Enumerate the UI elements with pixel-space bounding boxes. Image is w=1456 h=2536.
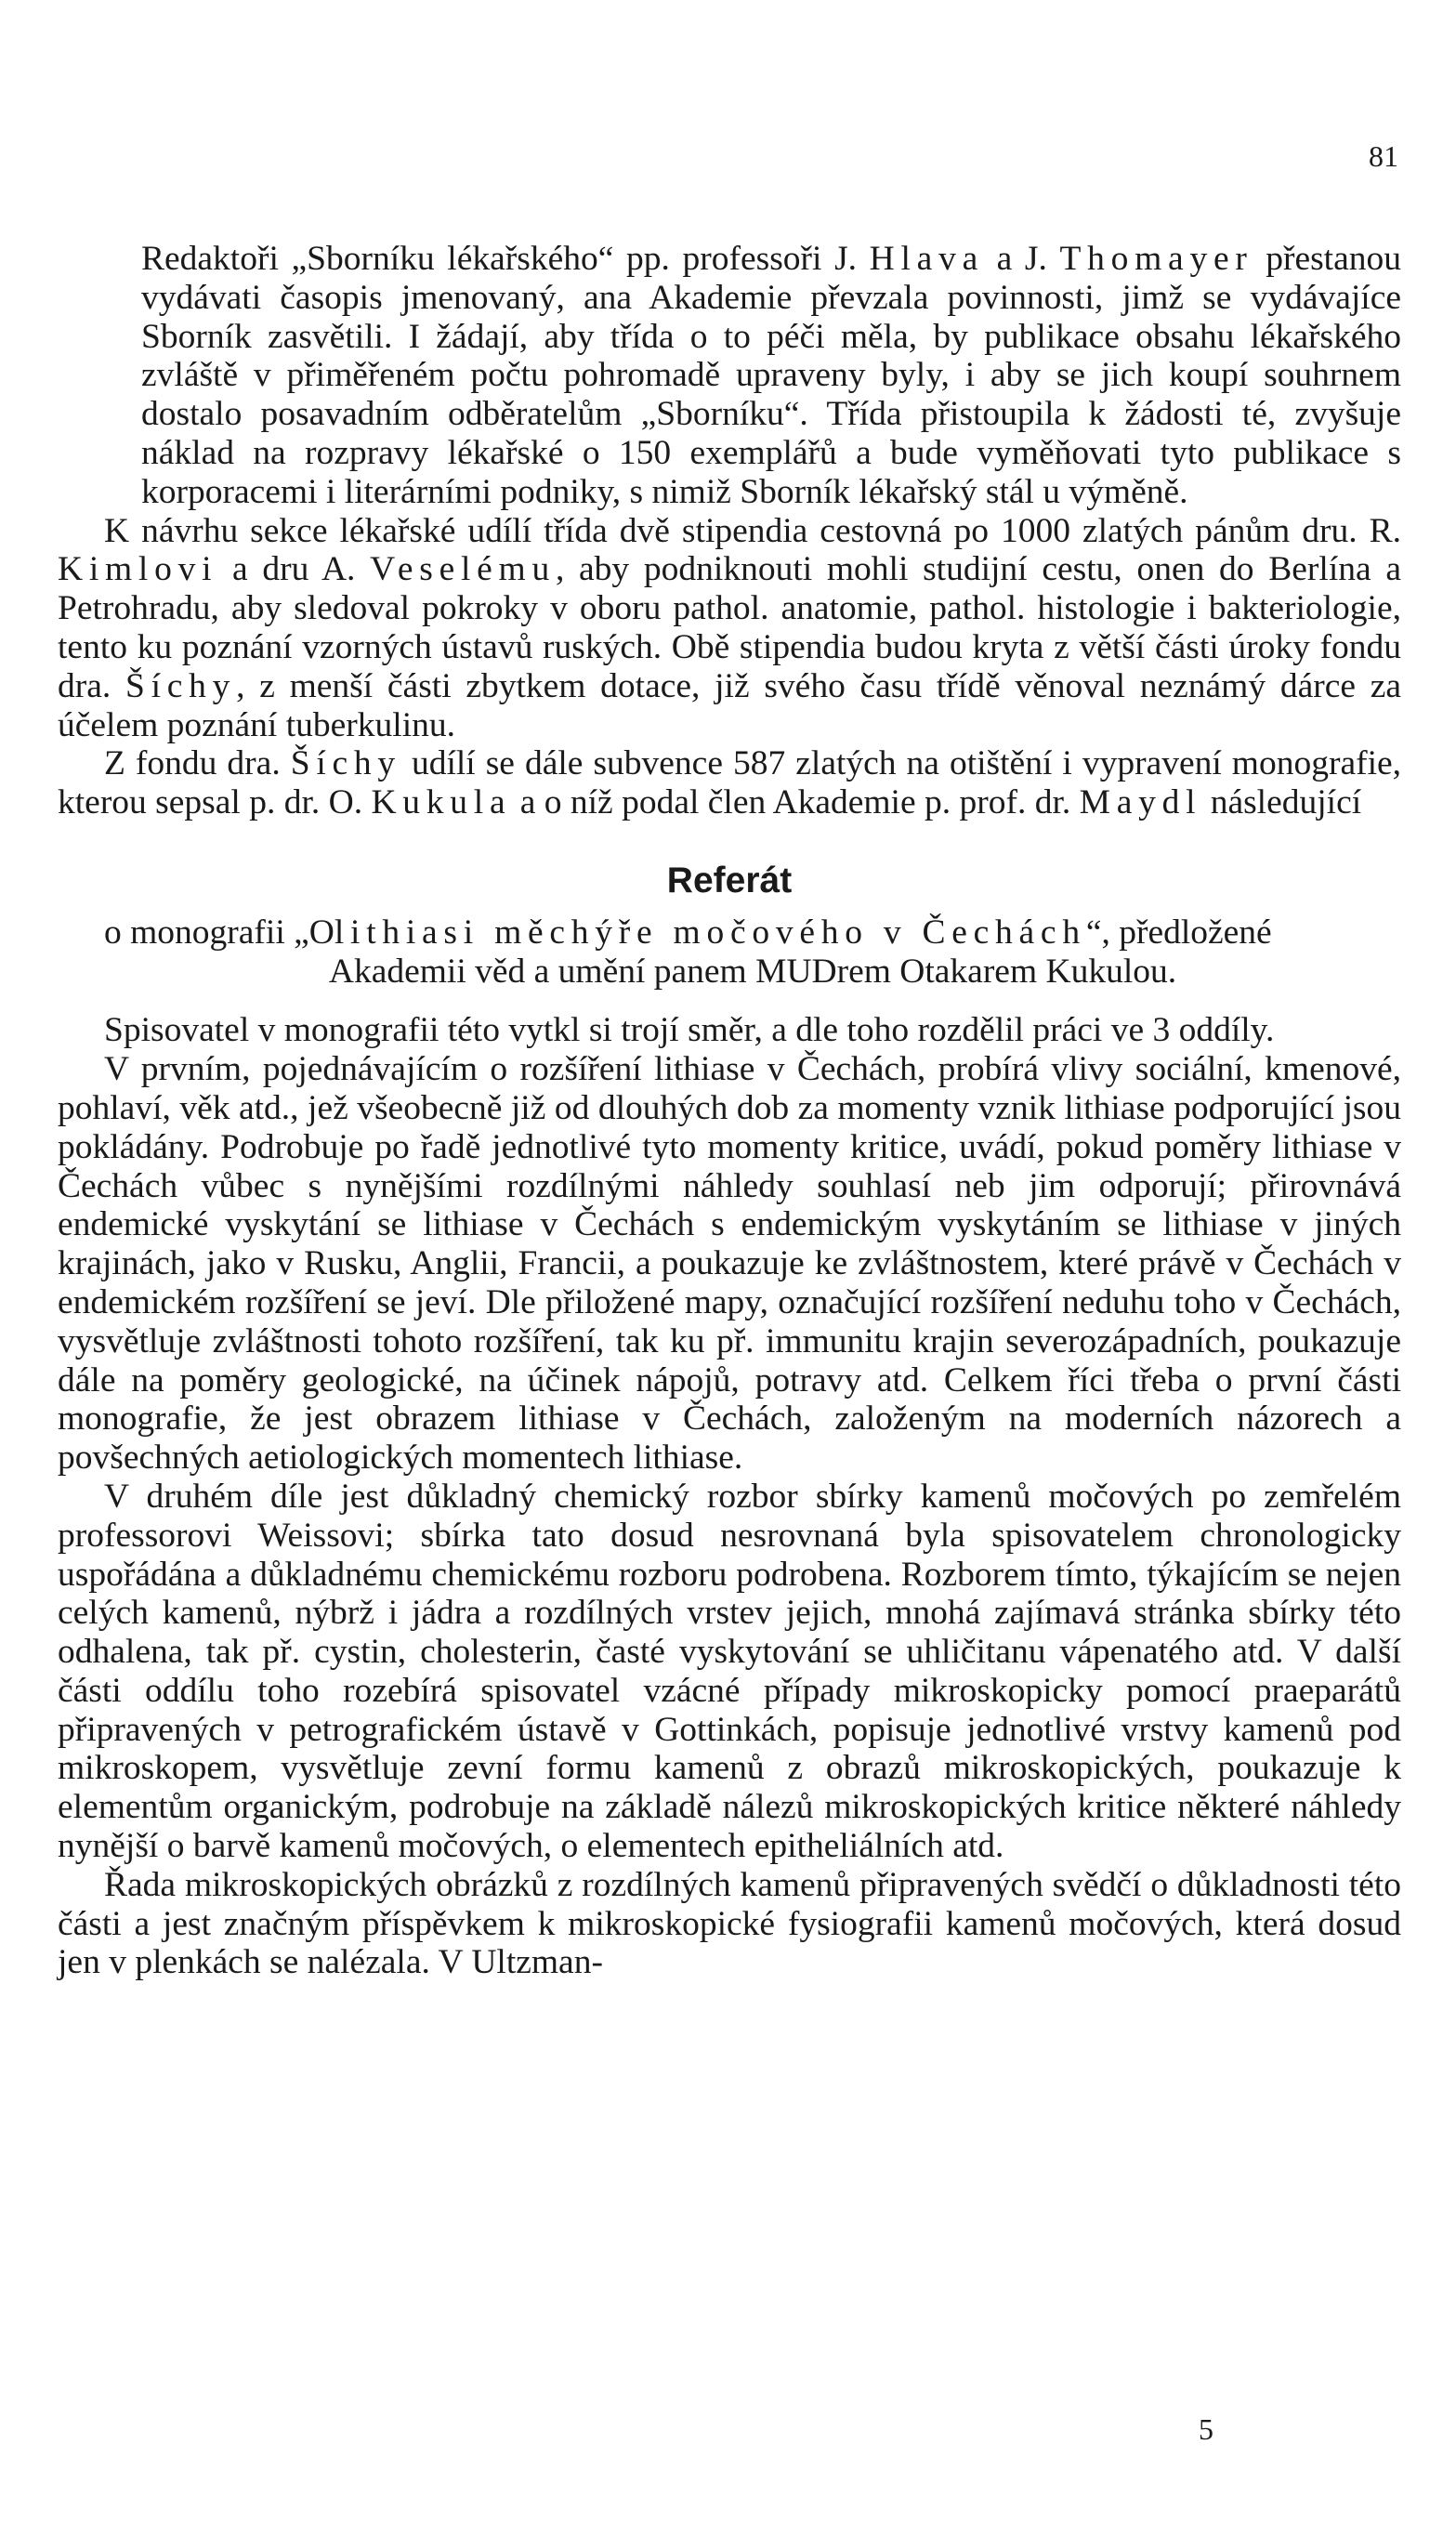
section-heading: Referát — [666, 860, 793, 900]
paragraph-editors: Redaktoři „Sborníku lékařského“ pp. professoři J. Hlava a J. Thomayer přestanou vydávati časopis jmenovaný, ana Akademie převzala povinnosti, jimž se vydávajíce Sborník zasvětili. I žádají, aby třída o to péči měla, by publikace obsahu lékařského zvláště v přiměřeném počtu pohromadě upraveny byly, i aby se jich koupí souhrnem dostalo posavadním odběratelům „Sborníku“. Třída přistoupila k žádosti té, zvyšuje náklad na rozpravy lékařské o 150 exemplářů a bude vyměňovati tyto publikace s korporacemi i literárními podniky, s nimiž Sborník lékařský stál u výměně. — [141, 240, 1401, 511]
paragraph-overview: Spisovatel v monografii této vytkl si trojí směr, a dle toho rozdělil práci ve 3 oddíly. — [104, 1011, 1275, 1050]
page-number: 81 — [1369, 139, 1398, 173]
paragraph-subvention: Z fondu dra. Šíchy udílí se dále subvence 587 zlatých na otištění i vypravení monografie, kterou sepsal p. dr. O. Kukula a o níž podal člen Akademie p. prof. dr. Maydl následující — [58, 744, 1402, 822]
paragraph-part-one: V prvním, pojednávajícím o rozšíření lithiase v Čechách, probírá vlivy sociální, kmenové, pohlaví, věk atd., jež všeobecně již od dlouhých dob za momenty vznik lithiase podporující jsou pokládány. Podrobuje po řadě jednotlivé tyto momenty kritice, uvádí, pokud poměry lithiase v Čechách vůbec s nynějšími rozdílnými náhledy souhlasí neb jim odporují; přirovnává endemické vyskytání se lithiase v Čechách s endemickým vyskytáním se lithiase v jiných krajinách, jako v Rusku, Anglii, Francii, a poukazuje ke zvláštnostem, které právě v Čechách v endemickém rozšíření se jeví. Dle přiložené mapy, označující rozšíření neduhu toho v Čechách, vysvětluje zvláštnosti tohoto rozšíření, tak ku př. immunitu krajin severozápadních, poukazuje dále na poměry geologické, na účinek nápojů, potravy atd. Celkem říci třeba o první části monografie, že jest obrazem lithiase v Čechách, založeným na moderních názorech a povšechných aetiologických momentech lithiase. — [58, 1050, 1401, 1478]
report-subtitle: o monografii „Olithiasi měchýře močového v Čechách“, předložené Akademii věd a umění panem MUDrem Otakarem Kukulou. — [104, 913, 1272, 991]
text-body — [58, 240, 1401, 1982]
paragraph-part-two: V druhém díle jest důkladný chemický rozbor sbírky kamenů močových po zemřelém professorovi Weissovi; sbírka tato dosud nesrovnaná byla spisovatelem chronologicky uspořádána a důkladnému chemickému rozboru podrobena. Rozborem tímto, týkajícím se nejen celých kamenů, nýbrž i jádra a rozdílných vrstev jejich, mnohá zajímavá stránka sbírky této odhalena, tak př. cystin, cholesterin, časté vyskytování se uhličitanu vápenatého atd. V další části oddílu toho rozebírá spisovatel vzácné případy mikroskopicky pomocí praeparátů připravených v petrografickém ústavě v Gottinkách, popisuje jednotlivé vrstvy kamenů pod mikroskopem, vysvětluje zevní formu kamenů z obrazů mikroskopických, poukazuje k elementům organickým, podrobuje na základě nálezů mikroskopických kritice některé náhledy nynější o barvě kamenů močových, o elementech epitheliálních atd. — [58, 1477, 1401, 1866]
spacer — [58, 991, 1401, 1011]
paragraph-stipends: K návrhu sekce lékařské udílí třída dvě stipendia cestovná po 1000 zlatých pánům dru. R. Kimlovi a dru A. Veselému, aby podniknouti mohli studijní cestu, onen do Berlína a Petrohradu, aby sledoval pokroky v oboru pathol. anatomie, pathol. histologie i bakteriologie, tento ku poznání vzorných ústavů ruských. Obě stipendia budou kryta z větší části úroky fondu dra. Šíchy, z menší části zbytkem dotace, již svého času třídě věnoval neznámý dárce za účelem poznání tuberkulinu. — [58, 511, 1402, 744]
paragraph-images: Řada mikroskopických obrázků z rozdílných kamenů připravených svědčí o důkladnosti této části a jest značným příspěvkem k mikroskopické fysiografii kamenů močových, která dosud jen v plenkách se nalézala. V Ultzman- — [58, 1865, 1401, 1982]
signature-mark: 5 — [1199, 2412, 1213, 2446]
